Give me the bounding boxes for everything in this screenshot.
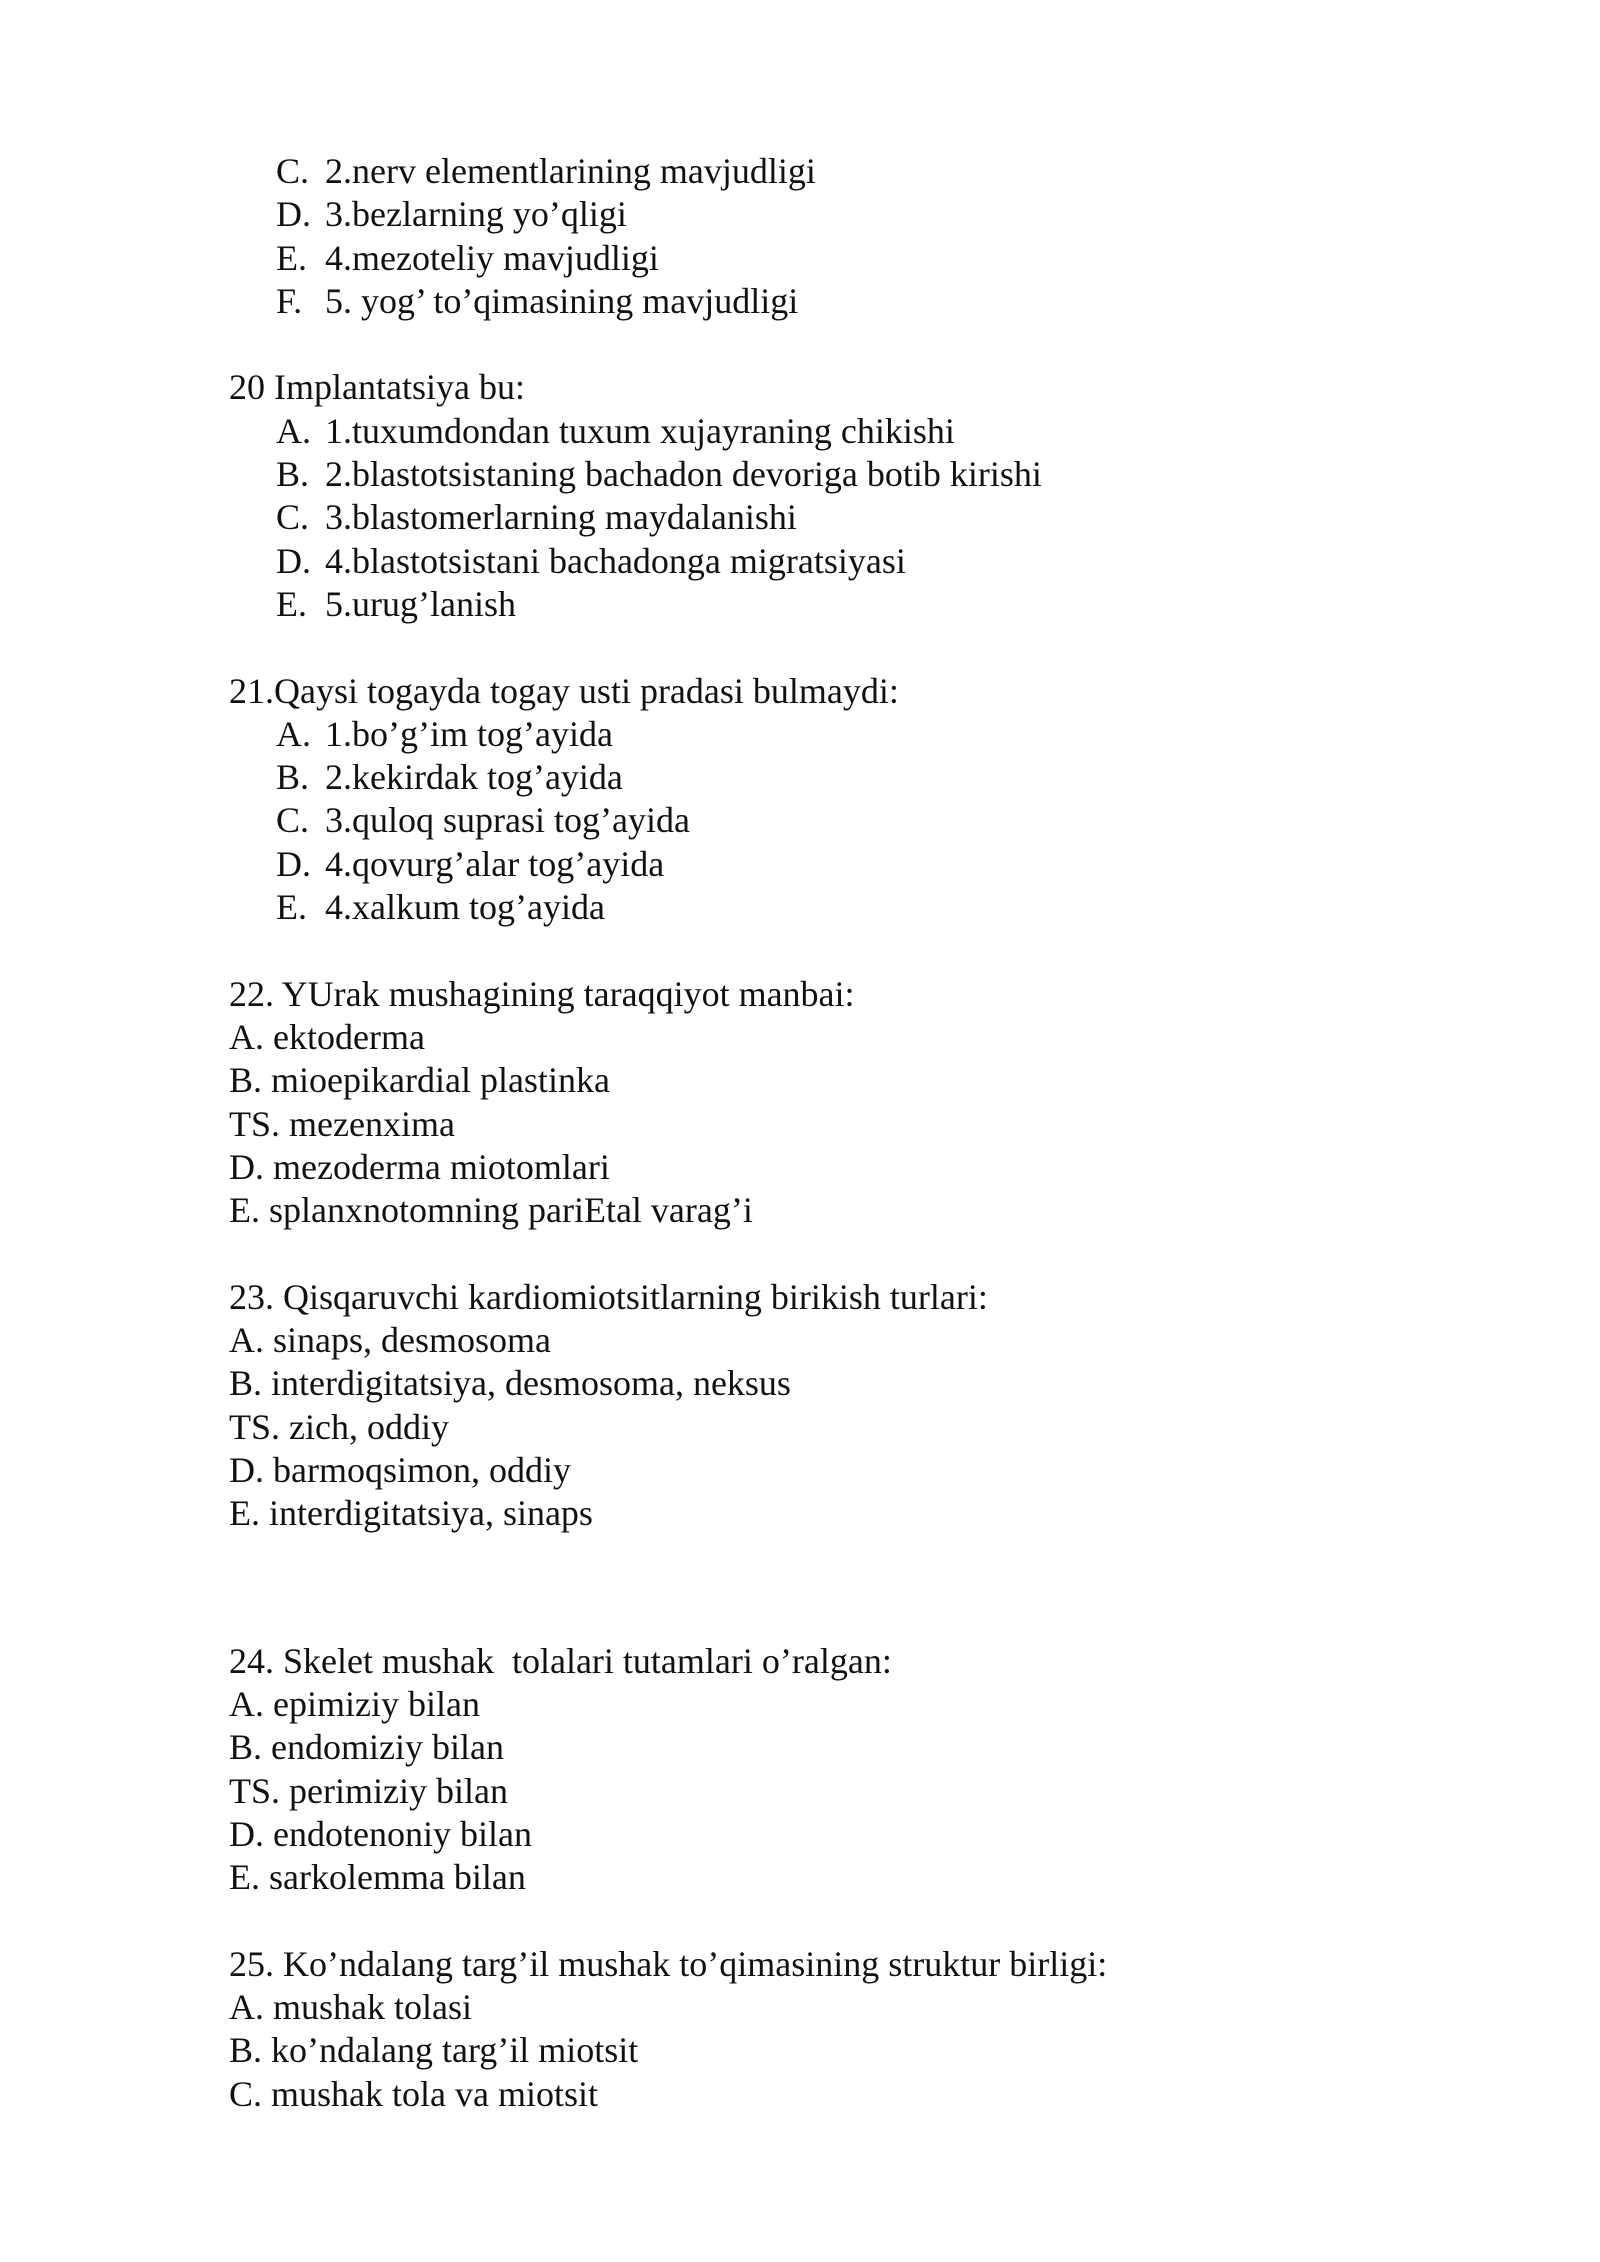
option-ts: TS. zich, oddiy — [229, 1406, 449, 1447]
question-20 — [229, 366, 1509, 626]
option-a: A. mushak tolasi — [229, 1987, 472, 2028]
option-a: A. ektoderma — [229, 1016, 425, 1057]
option-text: 4.xalkum tog’ayida — [325, 887, 605, 928]
option-text: 4.qovurg’alar tog’ayida — [325, 843, 665, 884]
question-text: 21.Qaysi togayda togay usti pradasi bulmaydi: — [229, 670, 899, 711]
option-letter: D. — [276, 843, 311, 884]
question-text: 20 Implantatsiya bu: — [229, 367, 525, 408]
option-c — [229, 150, 1509, 193]
option-text: 5. yog’ to’qimasining mavjudligi — [325, 280, 799, 321]
option-letter: A. — [276, 713, 311, 754]
option-a: A. epimiziy bilan — [229, 1684, 480, 1725]
spacer — [229, 1579, 1509, 1640]
question-25 — [229, 1943, 1509, 2116]
option-d: D. endotenoniy bilan — [229, 1813, 532, 1854]
question-19-continuation — [229, 150, 1509, 323]
option-ts: TS. mezenxima — [229, 1103, 455, 1144]
option-e — [229, 886, 1509, 929]
spacer — [229, 1536, 1509, 1579]
option-letter: C. — [276, 151, 310, 191]
option-text: 1.tuxumdondan tuxum xujayraning chikishi — [325, 410, 955, 451]
option-text: 2.blastotsistaning bachadon devoriga botib kirishi — [325, 454, 1042, 495]
option-text: 4.blastotsistani bachadonga migratsiyasi — [325, 540, 906, 581]
option-a: A. sinaps, desmosoma — [229, 1320, 551, 1361]
option-letter: A. — [276, 410, 311, 451]
option-text: 5.urug’lanish — [325, 583, 516, 624]
option-text: 4.mezoteliy mavjudligi — [325, 237, 659, 278]
option-b: B. mioepikardial plastinka — [229, 1060, 610, 1101]
spacer — [229, 929, 1509, 972]
option-d — [229, 843, 1509, 886]
option-b: B. ko’ndalang targ’il miotsit — [229, 2030, 639, 2071]
question-22 — [229, 973, 1509, 1233]
option-e — [229, 583, 1509, 626]
question-text: 24. Skelet mushak tolalari tutamlari o’ralgan: — [229, 1640, 892, 1681]
question-21 — [229, 670, 1509, 930]
spacer — [229, 1232, 1509, 1275]
option-text: 3.quloq suprasi tog’ayida — [325, 800, 690, 841]
option-letter: C. — [276, 497, 310, 538]
question-text: 22. YUrak mushagining taraqqiyot manbai: — [229, 973, 855, 1014]
option-letter: D. — [276, 540, 311, 581]
option-c: C. mushak tola va miotsit — [229, 2073, 598, 2114]
option-letter: E. — [276, 583, 307, 624]
option-d: D. mezoderma miotomlari — [229, 1146, 610, 1187]
option-letter: B. — [276, 454, 310, 495]
option-a — [229, 410, 1509, 453]
question-text: 25. Ko’ndalang targ’il mushak to’qimasining struktur birligi: — [229, 1943, 1108, 1984]
option-e: E. interdigitatsiya, sinaps — [229, 1493, 593, 1534]
option-b: B. endomiziy bilan — [229, 1727, 504, 1768]
option-b: B. interdigitatsiya, desmosoma, neksus — [229, 1363, 791, 1404]
option-ts: TS. perimiziy bilan — [229, 1770, 508, 1811]
option-c — [229, 799, 1509, 842]
option-letter: D. — [276, 194, 311, 235]
option-f — [229, 280, 1509, 323]
question-24 — [229, 1640, 1509, 1900]
option-text: 3.blastomerlarning maydalanishi — [325, 497, 797, 538]
question-text: 23. Qisqaruvchi kardiomiotsitlarning birikish turlari: — [229, 1276, 988, 1317]
option-letter: F. — [276, 280, 303, 321]
option-e: E. sarkolemma bilan — [229, 1857, 526, 1898]
option-text: 2.nerv elementlarining mavjudligi — [325, 151, 816, 191]
option-d — [229, 540, 1509, 583]
option-c — [229, 496, 1509, 539]
option-letter: E. — [276, 237, 307, 278]
option-letter: C. — [276, 800, 310, 841]
option-e: E. splanxnotomning pariEtal varag’i — [229, 1190, 753, 1231]
option-letter: B. — [276, 757, 310, 798]
option-text: 1.bo’g’im tog’ayida — [325, 713, 613, 754]
question-23 — [229, 1276, 1509, 1536]
spacer — [229, 323, 1509, 366]
spacer — [229, 1900, 1509, 1943]
option-b — [229, 453, 1509, 496]
option-e — [229, 237, 1509, 280]
option-b — [229, 756, 1509, 799]
option-text: 2.kekirdak tog’ayida — [325, 757, 623, 798]
spacer — [229, 626, 1509, 669]
option-text: 3.bezlarning yo’qligi — [325, 194, 627, 235]
document-content — [229, 150, 1509, 2116]
option-d: D. barmoqsimon, oddiy — [229, 1449, 571, 1490]
option-d — [229, 193, 1509, 236]
option-a — [229, 713, 1509, 756]
option-letter: E. — [276, 887, 307, 928]
